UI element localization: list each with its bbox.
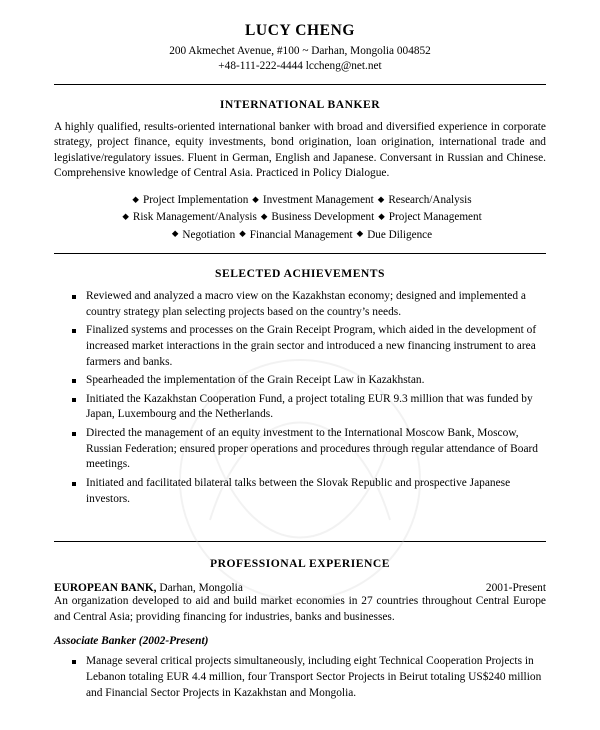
job-role-title: Associate Banker (2002-Present) bbox=[54, 635, 209, 648]
list-item: Spearheaded the implementation of the Grain Receipt Law in Kazakhstan. bbox=[72, 373, 546, 389]
list-item: Initiated and facilitated bilateral talks between the Slovak Republic and prospective Japanese investors. bbox=[72, 476, 546, 507]
skills-list bbox=[54, 192, 546, 244]
divider-experience bbox=[54, 541, 546, 542]
job-description: An organization developed to aid and build market economies in 27 countries throughout Central Europe and Central Asia; providing financing for industries, banks and businesses. bbox=[54, 595, 546, 623]
diamond-icon: ◆ bbox=[239, 228, 246, 239]
diamond-icon: ◆ bbox=[377, 193, 385, 204]
diamond-icon: ◆ bbox=[171, 228, 179, 239]
divider-achievements bbox=[54, 253, 546, 254]
skills-row: ◆ Project Implementation ◆ Investment Management ◆ Research/Analysis bbox=[54, 192, 546, 209]
list-item: Manage several critical projects simultaneously, including eight Technical Cooperation Projects in Lebanon totaling EUR 4.4 million, four Transport Sector Projects in Beirut totaling US$240 million and Financial Sector Projects in Kazakhstan and Mongolia. bbox=[72, 654, 546, 701]
diamond-icon: ◆ bbox=[356, 228, 364, 239]
diamond-icon: ◆ bbox=[132, 193, 139, 204]
diamond-icon: ◆ bbox=[378, 210, 385, 221]
page-title: LUCY CHENG bbox=[244, 22, 356, 39]
diamond-icon: ◆ bbox=[122, 210, 129, 221]
job-employer: EUROPEAN BANK, bbox=[54, 582, 157, 595]
skills-row: ◆ Risk Management/Analysis ◆ Business Development ◆ Project Management bbox=[54, 209, 546, 226]
diamond-icon: ◆ bbox=[252, 193, 259, 204]
section-title-experience: PROFESSIONAL EXPERIENCE bbox=[210, 557, 390, 571]
contact-address: 200 Akmechet Avenue, #100 ~ Darhan, Mongolia 004852 bbox=[169, 45, 431, 57]
list-item: Reviewed and analyzed a macro view on the Kazakhstan economy; designed and implemented a country strategy plan selecting projects based on the country’s needs. bbox=[72, 289, 546, 320]
job-bullets bbox=[54, 654, 546, 701]
objective-summary: A highly qualified, results-oriented international banker with broad and diversified experience in corporate strategy, project finance, equity investments, bond origination, loan origination, international trade and legislative/regulatory issues. Fluent in German, English and Japanese. Conversant in Russian and Chinese. Comprehensive knowledge of Central Asia. Practiced in Policy Dialogue. bbox=[54, 120, 546, 180]
section-title-achievements: SELECTED ACHIEVEMENTS bbox=[215, 267, 385, 281]
job-header bbox=[54, 582, 546, 594]
contact-phone-email: +48-111-222-4444 lccheng@net.net bbox=[218, 60, 382, 73]
skills-row: ◆ Negotiation ◆ Financial Management ◆ Due Diligence bbox=[54, 227, 546, 244]
list-item: Directed the management of an equity investment to the International Moscow Bank, Moscow, Russian Federation; ensured proper operations and procedures through regular attendance of Board meetings. bbox=[72, 426, 546, 473]
diamond-icon: ◆ bbox=[260, 210, 268, 221]
job-dates: 2001-Present bbox=[485, 582, 546, 595]
divider-header bbox=[54, 84, 546, 85]
list-item: Finalized systems and processes on the Grain Receipt Program, which aided in the development of increased market interactions in the grain sector and introduced a new financing instrument to area farmers and banks. bbox=[72, 323, 546, 370]
achievements-list bbox=[54, 289, 546, 507]
list-item: Initiated the Kazakhstan Cooperation Fund, a project totaling EUR 9.3 million that was funded by Japan, Luxembourg and the Netherlands. bbox=[72, 392, 546, 423]
job-location: Darhan, Mongolia bbox=[156, 582, 243, 595]
section-title-objective: INTERNATIONAL BANKER bbox=[219, 97, 381, 111]
